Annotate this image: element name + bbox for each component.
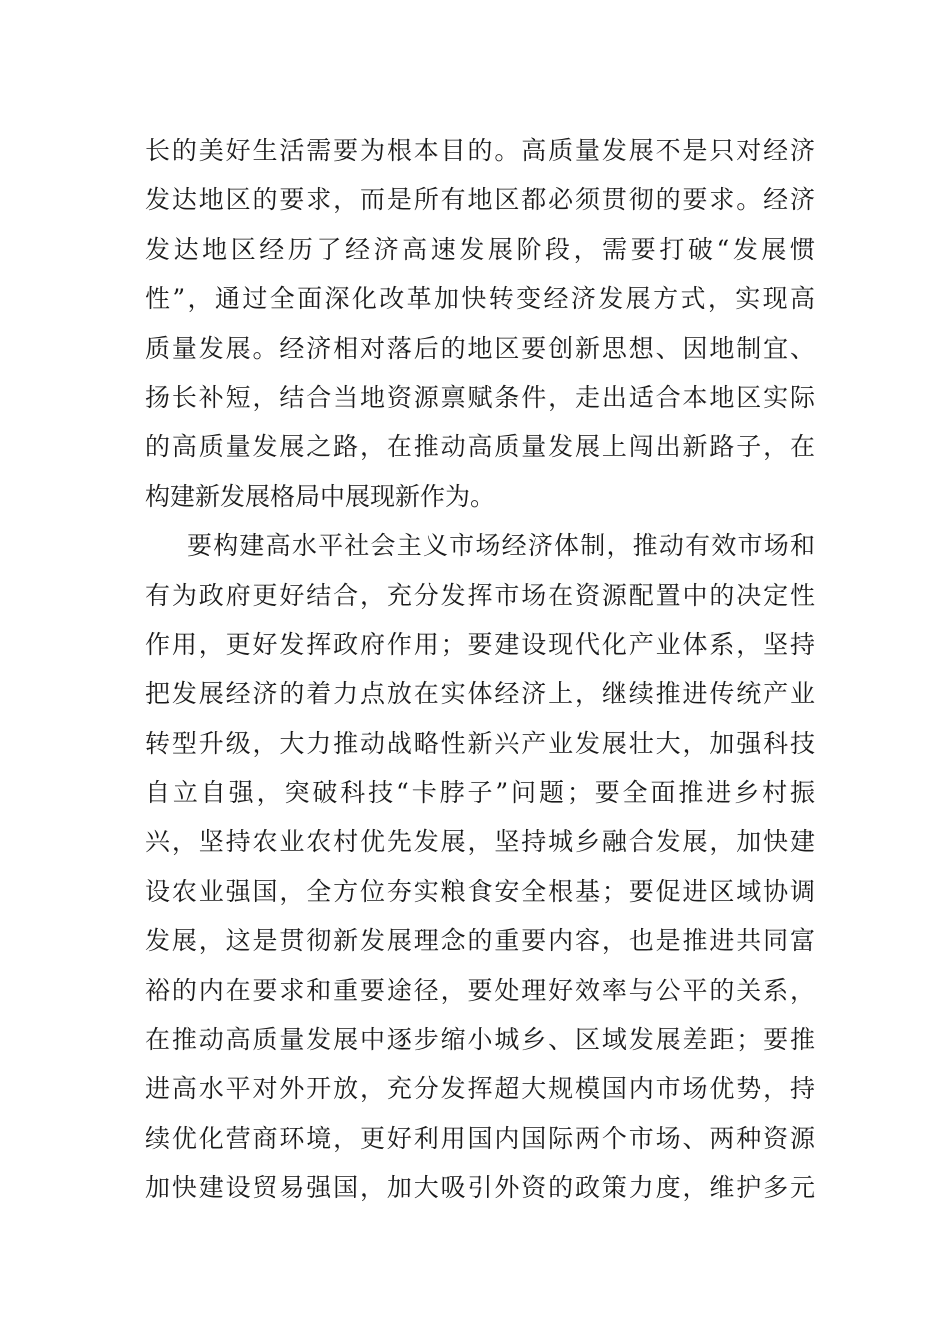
text-line: 长的美好生活需要为根本目的。高质量发展不是只对经济	[145, 136, 815, 165]
text-line: 裕的内在要求和重要途径，要处理好效率与公平的关系，	[145, 975, 815, 1005]
text-line: 扬长补短，结合当地资源禀赋条件，走出适合本地区实际	[145, 382, 815, 412]
text-line: 把发展经济的着力点放在实体经济上，继续推进传统产业	[145, 679, 815, 709]
text-line: 发展，这是贯彻新发展理念的重要内容，也是推进共同富	[145, 926, 815, 956]
text-line: 转型升级，大力推动战略性新兴产业发展壮大，加强科技	[145, 728, 815, 758]
text-line: 作用，更好发挥政府作用；要建设现代化产业体系，坚持	[145, 629, 815, 659]
text-line: 有为政府更好结合，充分发挥市场在资源配置中的决定性	[145, 580, 815, 610]
text-line: 进高水平对外开放，充分发挥超大规模国内市场优势，持	[145, 1074, 815, 1104]
text-line: 性”，通过全面深化改革加快转变经济发展方式，实现高	[145, 284, 815, 314]
text-line: 发达地区经历了经济高速发展阶段，需要打破“发展惯	[145, 234, 815, 264]
text-line: 自立自强，突破科技“卡脖子”问题；要全面推进乡村振	[145, 778, 815, 808]
text-line: 构建新发展格局中展现新作为。	[145, 481, 496, 511]
body-text	[145, 126, 815, 1213]
text-line: 质量发展。经济相对落后的地区要创新思想、因地制宜、	[145, 333, 815, 363]
paragraph-first-line: 要构建高水平社会主义市场经济体制，推动有效市场和	[187, 531, 815, 561]
text-line: 在推动高质量发展中逐步缩小城乡、区域发展差距；要推	[145, 1025, 815, 1055]
text-line: 设农业强国，全方位夯实粮食安全根基；要促进区域协调	[145, 876, 815, 906]
text-line: 兴，坚持农业农村优先发展，坚持城乡融合发展，加快建	[145, 827, 815, 857]
text-line: 加快建设贸易强国，加大吸引外资的政策力度，维护多元	[145, 1173, 815, 1203]
text-line: 续优化营商环境，更好利用国内国际两个市场、两种资源	[145, 1123, 815, 1153]
text-line: 发达地区的要求，而是所有地区都必须贯彻的要求。经济	[145, 185, 815, 215]
text-line: 的高质量发展之路，在推动高质量发展上闯出新路子，在	[145, 432, 815, 462]
